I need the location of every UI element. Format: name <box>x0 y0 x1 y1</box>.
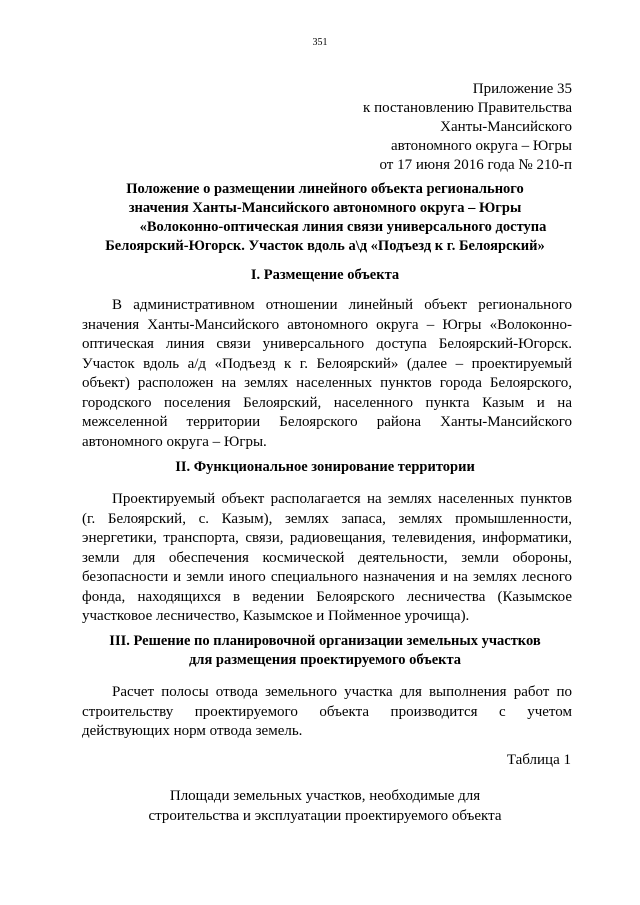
section-heading-line: II. Функциональное зонирование территории <box>175 459 475 475</box>
section-paragraph-2: Проектируемый объект располагается на землях населенных пунктов (г. Белоярский, с. Казым), землях запаса, землях промышленности, энергетики, транспорта, связи, радиовещания, телевидения, информатики, земли для обеспечения космической деятельности, земли обороны, безопасности и земли иного специального назначения и на землях лесного фонда, находящихся в ведении Белоярского лесничества (Казымское участковое лесничество, Казымское и Пойменное урочища). <box>82 491 572 624</box>
table-label: Таблица 1 <box>506 752 571 768</box>
title-line: значения Ханты-Мансийского автономного округа – Югры <box>128 200 522 216</box>
section-paragraph-1: В административном отношении линейный объект регионального значения Ханты-Мансийского автономного округа – Югры «Волоконно-оптическая линия связи универсального доступа Белоярский-Югорск. Участок вдоль а/д «Подъезд к г. Белоярский» (далее – проектируемый объект) расположен на землях населенных пунктов города Белоярского, городского поселения Белоярский, населенного пункта Казым и на межселенной территории Белоярского района Ханты-Мансийского автономного округа – Югры. <box>82 297 572 450</box>
table-caption <box>80 787 570 826</box>
appendix-line: к постановлению Правительства <box>363 100 572 116</box>
section-heading-3 <box>80 632 570 670</box>
appendix-line: автономного округа – Югры <box>390 138 572 154</box>
title-line: «Волоконно-оптическая линия связи универсального доступа <box>139 219 547 235</box>
title-line: Белоярский-Югорск. Участок вдоль а\д «Подъезд к г. Белоярский» <box>105 238 545 254</box>
section-heading-1 <box>80 266 570 285</box>
title-line: Положение о размещении линейного объекта регионального <box>126 181 524 197</box>
appendix-line: Ханты-Мансийского <box>440 119 572 135</box>
section-heading-line: для размещения проектируемого объекта <box>188 652 462 668</box>
appendix-reference <box>363 80 572 175</box>
section-heading-line: III. Решение по планировочной организации земельных участков <box>109 633 541 649</box>
appendix-line: от 17 июня 2016 года № 210-п <box>379 157 572 173</box>
section-paragraph-3: Расчет полосы отвода земельного участка для выполнения работ по строительству проектируемого объекта производится с учетом действующих норм отвода земель. <box>82 684 572 739</box>
section-heading-line: I. Размещение объекта <box>250 267 400 283</box>
page-number: 351 <box>312 37 328 48</box>
table-caption-line: строительства и эксплуатации проектируемого объекта <box>148 807 502 824</box>
appendix-line: Приложение 35 <box>472 81 572 97</box>
table-caption-line: Площади земельных участков, необходимые для <box>169 788 481 804</box>
document-title <box>80 180 570 256</box>
section-heading-2 <box>80 458 570 477</box>
